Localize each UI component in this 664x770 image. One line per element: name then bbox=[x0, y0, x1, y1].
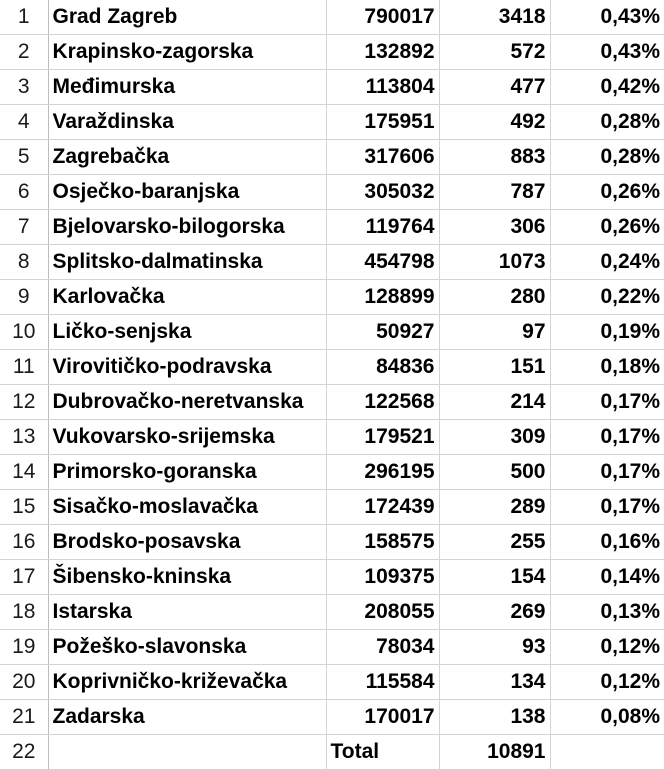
row-header[interactable]: 20 bbox=[0, 665, 48, 700]
count-cell[interactable]: 477 bbox=[439, 70, 550, 105]
county-cell[interactable]: Dubrovačko-neretvanska bbox=[48, 385, 326, 420]
percent-cell[interactable]: 0,26% bbox=[550, 210, 664, 245]
county-cell[interactable]: Varaždinska bbox=[48, 105, 326, 140]
count-cell[interactable]: 280 bbox=[439, 280, 550, 315]
table-row bbox=[0, 700, 664, 735]
county-cell[interactable]: Karlovačka bbox=[48, 280, 326, 315]
count-cell[interactable]: 883 bbox=[439, 140, 550, 175]
percent-cell[interactable]: 0,17% bbox=[550, 490, 664, 525]
count-cell[interactable]: 97 bbox=[439, 315, 550, 350]
population-cell[interactable]: 790017 bbox=[326, 0, 439, 35]
county-cell[interactable]: Šibensko-kninska bbox=[48, 560, 326, 595]
table-row bbox=[0, 210, 664, 245]
county-cell[interactable]: Primorsko-goranska bbox=[48, 455, 326, 490]
county-cell[interactable]: Koprivničko-križevačka bbox=[48, 665, 326, 700]
row-header[interactable]: 9 bbox=[0, 280, 48, 315]
county-cell[interactable]: Grad Zagreb bbox=[48, 0, 326, 35]
county-cell[interactable]: Požeško-slavonska bbox=[48, 630, 326, 665]
row-header[interactable]: 13 bbox=[0, 420, 48, 455]
count-cell[interactable]: 309 bbox=[439, 420, 550, 455]
table-row bbox=[0, 455, 664, 490]
row-header[interactable]: 6 bbox=[0, 175, 48, 210]
percent-cell[interactable]: 0,28% bbox=[550, 140, 664, 175]
table-row bbox=[0, 350, 664, 385]
row-header[interactable]: 11 bbox=[0, 350, 48, 385]
population-cell[interactable]: 122568 bbox=[326, 385, 439, 420]
percent-cell[interactable]: 0,17% bbox=[550, 455, 664, 490]
table-row bbox=[0, 140, 664, 175]
percent-cell[interactable]: 0,18% bbox=[550, 350, 664, 385]
county-cell[interactable]: Vukovarsko-srijemska bbox=[48, 420, 326, 455]
county-cell[interactable]: Istarska bbox=[48, 595, 326, 630]
percent-cell[interactable]: 0,22% bbox=[550, 280, 664, 315]
percent-cell[interactable]: 0,13% bbox=[550, 595, 664, 630]
empty-cell[interactable] bbox=[48, 735, 326, 770]
count-cell[interactable]: 134 bbox=[439, 665, 550, 700]
percent-cell[interactable]: 0,08% bbox=[550, 700, 664, 735]
total-count-cell[interactable]: 10891 bbox=[439, 735, 550, 770]
population-cell[interactable]: 119764 bbox=[326, 210, 439, 245]
percent-cell[interactable]: 0,17% bbox=[550, 385, 664, 420]
population-cell[interactable]: 172439 bbox=[326, 490, 439, 525]
county-cell[interactable]: Međimurska bbox=[48, 70, 326, 105]
count-cell[interactable]: 787 bbox=[439, 175, 550, 210]
table-row bbox=[0, 315, 664, 350]
county-cell[interactable]: Brodsko-posavska bbox=[48, 525, 326, 560]
population-cell[interactable]: 170017 bbox=[326, 700, 439, 735]
county-cell[interactable]: Bjelovarsko-bilogorska bbox=[48, 210, 326, 245]
county-cell[interactable]: Sisačko-moslavačka bbox=[48, 490, 326, 525]
row-header[interactable]: 16 bbox=[0, 525, 48, 560]
count-cell[interactable]: 214 bbox=[439, 385, 550, 420]
population-cell[interactable]: 128899 bbox=[326, 280, 439, 315]
count-cell[interactable]: 306 bbox=[439, 210, 550, 245]
percent-cell[interactable]: 0,26% bbox=[550, 175, 664, 210]
count-cell[interactable]: 289 bbox=[439, 490, 550, 525]
count-cell[interactable]: 93 bbox=[439, 630, 550, 665]
count-cell[interactable]: 3418 bbox=[439, 0, 550, 35]
row-header[interactable]: 7 bbox=[0, 210, 48, 245]
row-header[interactable]: 17 bbox=[0, 560, 48, 595]
table-row bbox=[0, 175, 664, 210]
total-row bbox=[0, 735, 664, 770]
row-header[interactable]: 21 bbox=[0, 700, 48, 735]
county-cell[interactable]: Zagrebačka bbox=[48, 140, 326, 175]
row-header[interactable]: 2 bbox=[0, 35, 48, 70]
population-cell[interactable]: 175951 bbox=[326, 105, 439, 140]
population-cell[interactable]: 113804 bbox=[326, 70, 439, 105]
percent-cell[interactable]: 0,24% bbox=[550, 245, 664, 280]
table-row bbox=[0, 0, 664, 35]
row-header[interactable]: 19 bbox=[0, 630, 48, 665]
population-cell[interactable]: 208055 bbox=[326, 595, 439, 630]
percent-cell[interactable]: 0,43% bbox=[550, 35, 664, 70]
county-cell[interactable]: Splitsko-dalmatinska bbox=[48, 245, 326, 280]
table-row bbox=[0, 70, 664, 105]
row-header[interactable]: 4 bbox=[0, 105, 48, 140]
table-row bbox=[0, 525, 664, 560]
row-header[interactable]: 1 bbox=[0, 0, 48, 35]
population-cell[interactable]: 78034 bbox=[326, 630, 439, 665]
total-label-cell[interactable]: Total bbox=[326, 735, 439, 770]
table-row bbox=[0, 490, 664, 525]
percent-cell[interactable]: 0,16% bbox=[550, 525, 664, 560]
population-cell[interactable]: 115584 bbox=[326, 665, 439, 700]
table-row bbox=[0, 630, 664, 665]
percent-cell[interactable]: 0,12% bbox=[550, 630, 664, 665]
row-header[interactable]: 15 bbox=[0, 490, 48, 525]
table-row bbox=[0, 595, 664, 630]
table-row bbox=[0, 560, 664, 595]
percent-cell[interactable]: 0,19% bbox=[550, 315, 664, 350]
population-cell[interactable]: 84836 bbox=[326, 350, 439, 385]
population-cell[interactable]: 132892 bbox=[326, 35, 439, 70]
row-header[interactable]: 18 bbox=[0, 595, 48, 630]
table-row bbox=[0, 105, 664, 140]
percent-cell[interactable]: 0,43% bbox=[550, 0, 664, 35]
percent-cell[interactable]: 0,28% bbox=[550, 105, 664, 140]
table-row bbox=[0, 665, 664, 700]
count-cell[interactable]: 1073 bbox=[439, 245, 550, 280]
percent-cell[interactable]: 0,14% bbox=[550, 560, 664, 595]
row-header[interactable]: 10 bbox=[0, 315, 48, 350]
county-cell[interactable]: Zadarska bbox=[48, 700, 326, 735]
count-cell[interactable]: 500 bbox=[439, 455, 550, 490]
row-header[interactable]: 5 bbox=[0, 140, 48, 175]
population-cell[interactable]: 50927 bbox=[326, 315, 439, 350]
count-cell[interactable]: 255 bbox=[439, 525, 550, 560]
count-cell[interactable]: 138 bbox=[439, 700, 550, 735]
count-cell[interactable]: 151 bbox=[439, 350, 550, 385]
table-row bbox=[0, 420, 664, 455]
count-cell[interactable]: 154 bbox=[439, 560, 550, 595]
population-cell[interactable]: 109375 bbox=[326, 560, 439, 595]
population-cell[interactable]: 179521 bbox=[326, 420, 439, 455]
count-cell[interactable]: 269 bbox=[439, 595, 550, 630]
county-cell[interactable]: Krapinsko-zagorska bbox=[48, 35, 326, 70]
row-header[interactable]: 22 bbox=[0, 735, 48, 770]
row-header[interactable]: 12 bbox=[0, 385, 48, 420]
table-row bbox=[0, 385, 664, 420]
row-header[interactable]: 8 bbox=[0, 245, 48, 280]
count-cell[interactable]: 492 bbox=[439, 105, 550, 140]
county-cell[interactable]: Osječko-baranjska bbox=[48, 175, 326, 210]
percent-cell[interactable]: 0,12% bbox=[550, 665, 664, 700]
table-row bbox=[0, 245, 664, 280]
table-row bbox=[0, 280, 664, 315]
population-cell[interactable]: 317606 bbox=[326, 140, 439, 175]
row-header[interactable]: 3 bbox=[0, 70, 48, 105]
population-cell[interactable]: 296195 bbox=[326, 455, 439, 490]
table-row bbox=[0, 35, 664, 70]
population-cell[interactable]: 305032 bbox=[326, 175, 439, 210]
county-cell[interactable]: Virovitičko-podravska bbox=[48, 350, 326, 385]
percent-cell[interactable]: 0,42% bbox=[550, 70, 664, 105]
county-cell[interactable]: Ličko-senjska bbox=[48, 315, 326, 350]
population-cell[interactable]: 158575 bbox=[326, 525, 439, 560]
population-cell[interactable]: 454798 bbox=[326, 245, 439, 280]
percent-cell[interactable]: 0,17% bbox=[550, 420, 664, 455]
row-header[interactable]: 14 bbox=[0, 455, 48, 490]
count-cell[interactable]: 572 bbox=[439, 35, 550, 70]
empty-cell[interactable] bbox=[550, 735, 664, 770]
